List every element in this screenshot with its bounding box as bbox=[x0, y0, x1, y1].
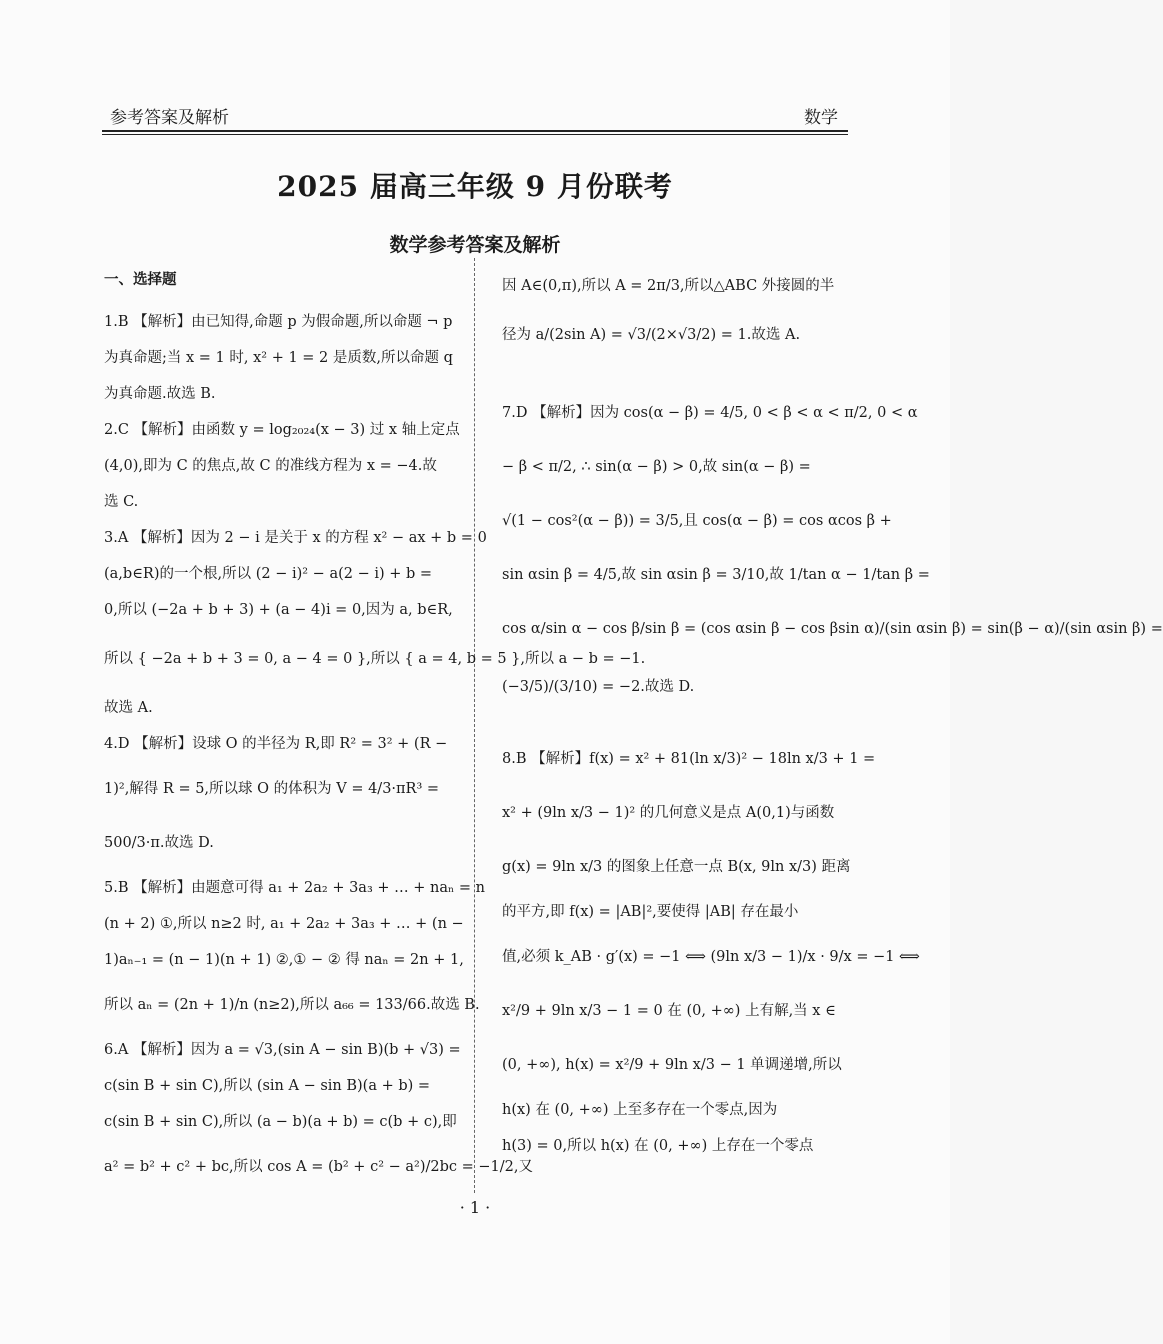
answer-line: h(3) = 0,所以 h(x) 在 (0, +∞) 上存在一个零点 bbox=[502, 1138, 814, 1154]
answer-line: 径为 a/(2sin A) = √3/(2×√3/2) = 1.故选 A. bbox=[502, 327, 801, 343]
answer-line: (0, +∞), h(x) = x²/9 + 9ln x/3 − 1 单调递增,所以 bbox=[502, 1057, 842, 1073]
answer-line: 500/3·π.故选 D. bbox=[104, 835, 214, 851]
answer-line: 为真命题;当 x = 1 时, x² + 1 = 2 是质数,所以命题 q bbox=[104, 350, 453, 366]
answer-line: 1)aₙ₋₁ = (n − 1)(n + 1) ②,① − ② 得 naₙ = 2n + 1, bbox=[104, 952, 464, 968]
answer-item-6 bbox=[104, 1032, 533, 1194]
answer-line: 5.B 【解析】由题意可得 a₁ + 2a₂ + 3a₃ + … + naₙ = n bbox=[104, 880, 485, 896]
answer-line: √(1 − cos²(α − β)) = 3/5,且 cos(α − β) = cos αcos β + bbox=[502, 513, 892, 529]
answer-line: 因 A∈(0,π),所以 A = 2π/3,所以△ABC 外接圆的半 bbox=[502, 278, 835, 294]
answer-line: 的平方,即 f(x) = |AB|²,要使得 |AB| 存在最小 bbox=[502, 904, 799, 920]
answer-item-5 bbox=[104, 870, 485, 1032]
answer-line: (n + 2) ①,所以 n≥2 时, a₁ + 2a₂ + 3a₃ + … + (n − bbox=[104, 916, 464, 932]
answer-line: a² = b² + c² + bc,所以 cos A = (b² + c² − a²)/2bc = −1/2,又 bbox=[104, 1159, 533, 1175]
header-rule-thin bbox=[102, 134, 848, 135]
answer-line: − β < π/2, ∴ sin(α − β) > 0,故 sin(α − β) = bbox=[502, 459, 811, 475]
answer-line: 所以 aₙ = (2n + 1)/n (n≥2),所以 a₆₆ = 133/66.故选 B. bbox=[104, 997, 480, 1013]
answer-line: (4,0),即为 C 的焦点,故 C 的准线方程为 x = −4.故 bbox=[104, 458, 437, 474]
answer-line: 0,所以 (−2a + b + 3) + (a − 4)i = 0,因为 a, b∈R, bbox=[104, 602, 453, 618]
answer-line: sin αsin β = 4/5,故 sin αsin β = 3/10,故 1/tan α − 1/tan β = bbox=[502, 567, 930, 583]
answer-line: c(sin B + sin C),所以 (sin A − sin B)(a + b) = bbox=[104, 1078, 431, 1094]
answer-line: g(x) = 9ln x/3 的图象上任意一点 B(x, 9ln x/3) 距离 bbox=[502, 859, 851, 875]
page-subtitle: 数学参考答案及解析 bbox=[389, 234, 561, 256]
answer-line: 1.B 【解析】由已知得,命题 p 为假命题,所以命题 ¬ p bbox=[104, 314, 453, 330]
answer-item-7 bbox=[502, 386, 1163, 718]
answer-item-1 bbox=[104, 304, 464, 412]
answer-line: 4.D 【解析】设球 O 的半径为 R,即 R² = 3² + (R − bbox=[104, 736, 448, 752]
answer-line: h(x) 在 (0, +∞) 上至多存在一个零点,因为 bbox=[502, 1102, 778, 1118]
right-column bbox=[502, 268, 1163, 1164]
header-subject: 数学 bbox=[804, 108, 838, 128]
page-number: · 1 · bbox=[459, 1198, 491, 1217]
header-rule bbox=[102, 130, 848, 132]
header-doc-type: 参考答案及解析 bbox=[110, 108, 229, 128]
answer-line: 1)²,解得 R = 5,所以球 O 的体积为 V = 4/3·πR³ = bbox=[104, 781, 440, 797]
answer-line: cos α/sin α − cos β/sin β = (cos αsin β − cos βsin α)/(sin αsin β) = sin(β − α)/(sin αsin β) = bbox=[502, 621, 1163, 637]
answer-line: 8.B 【解析】f(x) = x² + 81(ln x/3)² − 18ln x/3 + 1 = bbox=[502, 751, 876, 767]
answer-line: 所以 { −2a + b + 3 = 0, a − 4 = 0 },所以 { a = 4, b = 5 },所以 a − b = −1. bbox=[104, 651, 646, 667]
answer-line: 故选 A. bbox=[104, 700, 153, 716]
answer-item-6-continued bbox=[502, 268, 848, 366]
answer-line: (−3/5)/(3/10) = −2.故选 D. bbox=[502, 679, 695, 695]
answer-line: 3.A 【解析】因为 2 − i 是关于 x 的方程 x² − ax + b = 0 bbox=[104, 530, 487, 546]
column-divider bbox=[474, 258, 475, 1193]
answer-line: x² + (9ln x/3 − 1)² 的几何意义是点 A(0,1)与函数 bbox=[502, 805, 835, 821]
answer-line: c(sin B + sin C),所以 (a − b)(a + b) = c(b + c),即 bbox=[104, 1114, 457, 1130]
answer-line: 值,必须 k_AB · g′(x) = −1 ⟺ (9ln x/3 − 1)/x · 9/x = −1 ⟺ bbox=[502, 949, 920, 965]
answer-line: (a,b∈R)的一个根,所以 (2 − i)² − a(2 − i) + b = bbox=[104, 566, 433, 582]
page-title: 2025 届高三年级 9 月份联考 bbox=[277, 170, 673, 203]
answer-line: 为真命题.故选 B. bbox=[104, 386, 216, 402]
answer-line: 7.D 【解析】因为 cos(α − β) = 4/5, 0 < β < α < π/2, 0 < α bbox=[502, 405, 918, 421]
answer-line: 2.C 【解析】由函数 y = log₂₀₂₄(x − 3) 过 x 轴上定点 bbox=[104, 422, 460, 438]
section-heading: 一、选择题 bbox=[104, 271, 177, 288]
answer-item-8 bbox=[502, 732, 920, 1164]
answer-line: 选 C. bbox=[104, 494, 139, 510]
answer-item-2 bbox=[104, 412, 464, 520]
answer-line: 6.A 【解析】因为 a = √3,(sin A − sin B)(b + √3) = bbox=[104, 1042, 461, 1058]
answer-item-4 bbox=[104, 726, 464, 870]
answer-line: x²/9 + 9ln x/3 − 1 = 0 在 (0, +∞) 上有解,当 x ∈ bbox=[502, 1003, 836, 1019]
